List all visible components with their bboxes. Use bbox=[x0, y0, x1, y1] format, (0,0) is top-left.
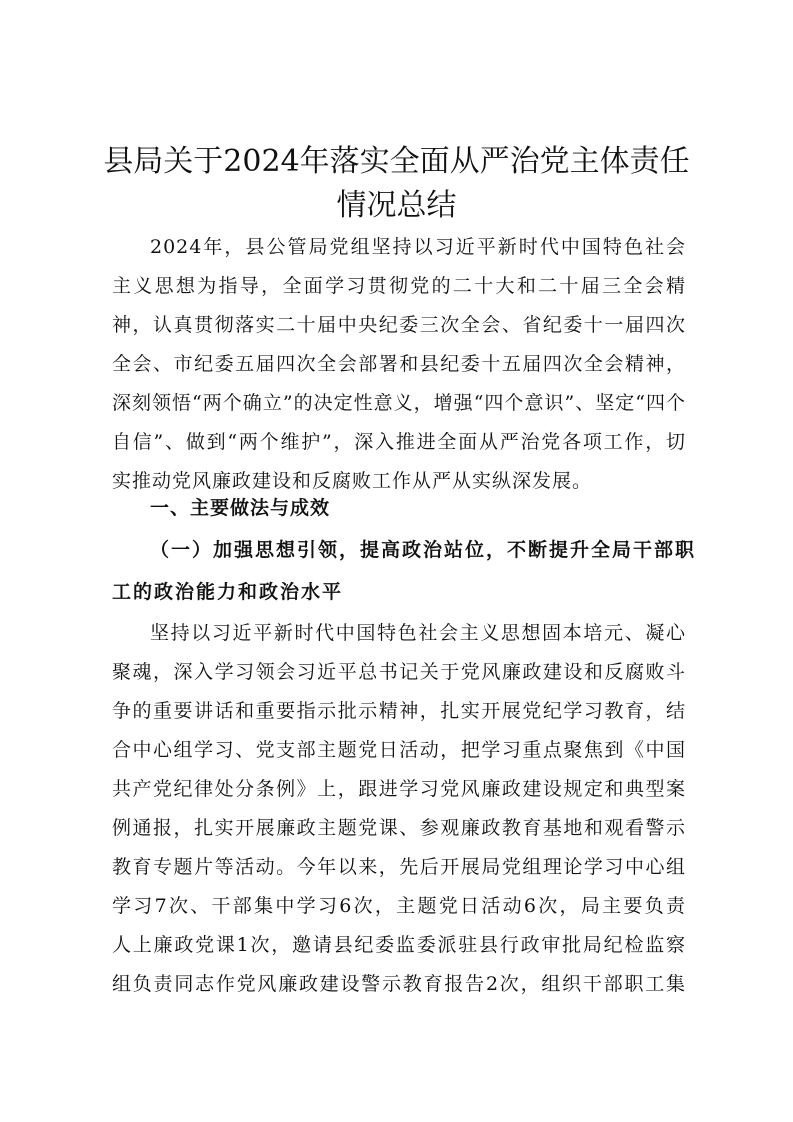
intro-line: 2024年，县公管局党组坚持以习近平新时代中国特色社会 bbox=[150, 236, 686, 258]
intro-line: 深刻领悟“两个确立”的决定性意义，增强“四个意识”、坚定“四个 bbox=[112, 392, 686, 414]
body-line: 教育专题片等活动。今年以来，先后开展局党组理论学习中心组 bbox=[112, 856, 686, 878]
document-title-line-1: 县局关于2024年落实全面从严治党主体责任 bbox=[103, 144, 690, 179]
document-title-line-2: 情况总结 bbox=[336, 188, 457, 223]
subsection-1-heading bbox=[112, 529, 697, 613]
intro-paragraph bbox=[112, 228, 686, 501]
body-line: 坚持以习近平新时代中国特色社会主义思想固本培元、凝心 bbox=[150, 622, 686, 644]
intro-line: 全会、市纪委五届四次全会部署和县纪委十五届四次全会精神， bbox=[112, 353, 686, 375]
intro-line: 实推动党风廉政建设和反腐败工作从严从实纵深发展。 bbox=[112, 470, 593, 492]
intro-line: 主义思想为指导，全面学习贯彻党的二十大和二十届三全会精 bbox=[112, 275, 686, 297]
body-line: 合中心组学习、党支部主题党日活动，把学习重点聚焦到《中国 bbox=[112, 739, 686, 761]
intro-line: 自信”、做到“两个维护”，深入推进全面从严治党各项工作，切 bbox=[112, 431, 686, 453]
body-line: 聚魂，深入学习领会习近平总书记关于党风廉政建设和反腐败斗 bbox=[112, 661, 686, 683]
intro-line: 神，认真贯彻落实二十届中央纪委三次全会、省纪委十一届四次 bbox=[112, 314, 686, 336]
body-line: 学习7次、干部集中学习6次，主题党日活动6次，局主要负责 bbox=[112, 895, 686, 917]
body-line: 争的重要讲话和重要指示批示精神，扎实开展党纪学习教育，结 bbox=[112, 700, 686, 722]
subsection-heading-line: 工的政治能力和政治水平 bbox=[112, 581, 344, 603]
body-line: 例通报，扎实开展廉政主题党课、参观廉政教育基地和观看警示 bbox=[112, 817, 686, 839]
body-line: 组负责同志作党风廉政建设警示教育报告2次，组织干部职工集 bbox=[112, 973, 686, 995]
body-line: 共产党纪律处分条例》上，跟进学习党风廉政建设规定和典型案 bbox=[112, 778, 686, 800]
body-line: 人上廉政党课1次，邀请县纪委监委派驻县行政审批局纪检监察 bbox=[112, 934, 686, 956]
section-1-heading: 一、主要做法与成效 bbox=[150, 497, 331, 519]
body-paragraph bbox=[112, 614, 686, 1004]
subsection-heading-line: （一）加强思想引领，提高政治站位，不断提升全局干部职 bbox=[150, 539, 697, 561]
